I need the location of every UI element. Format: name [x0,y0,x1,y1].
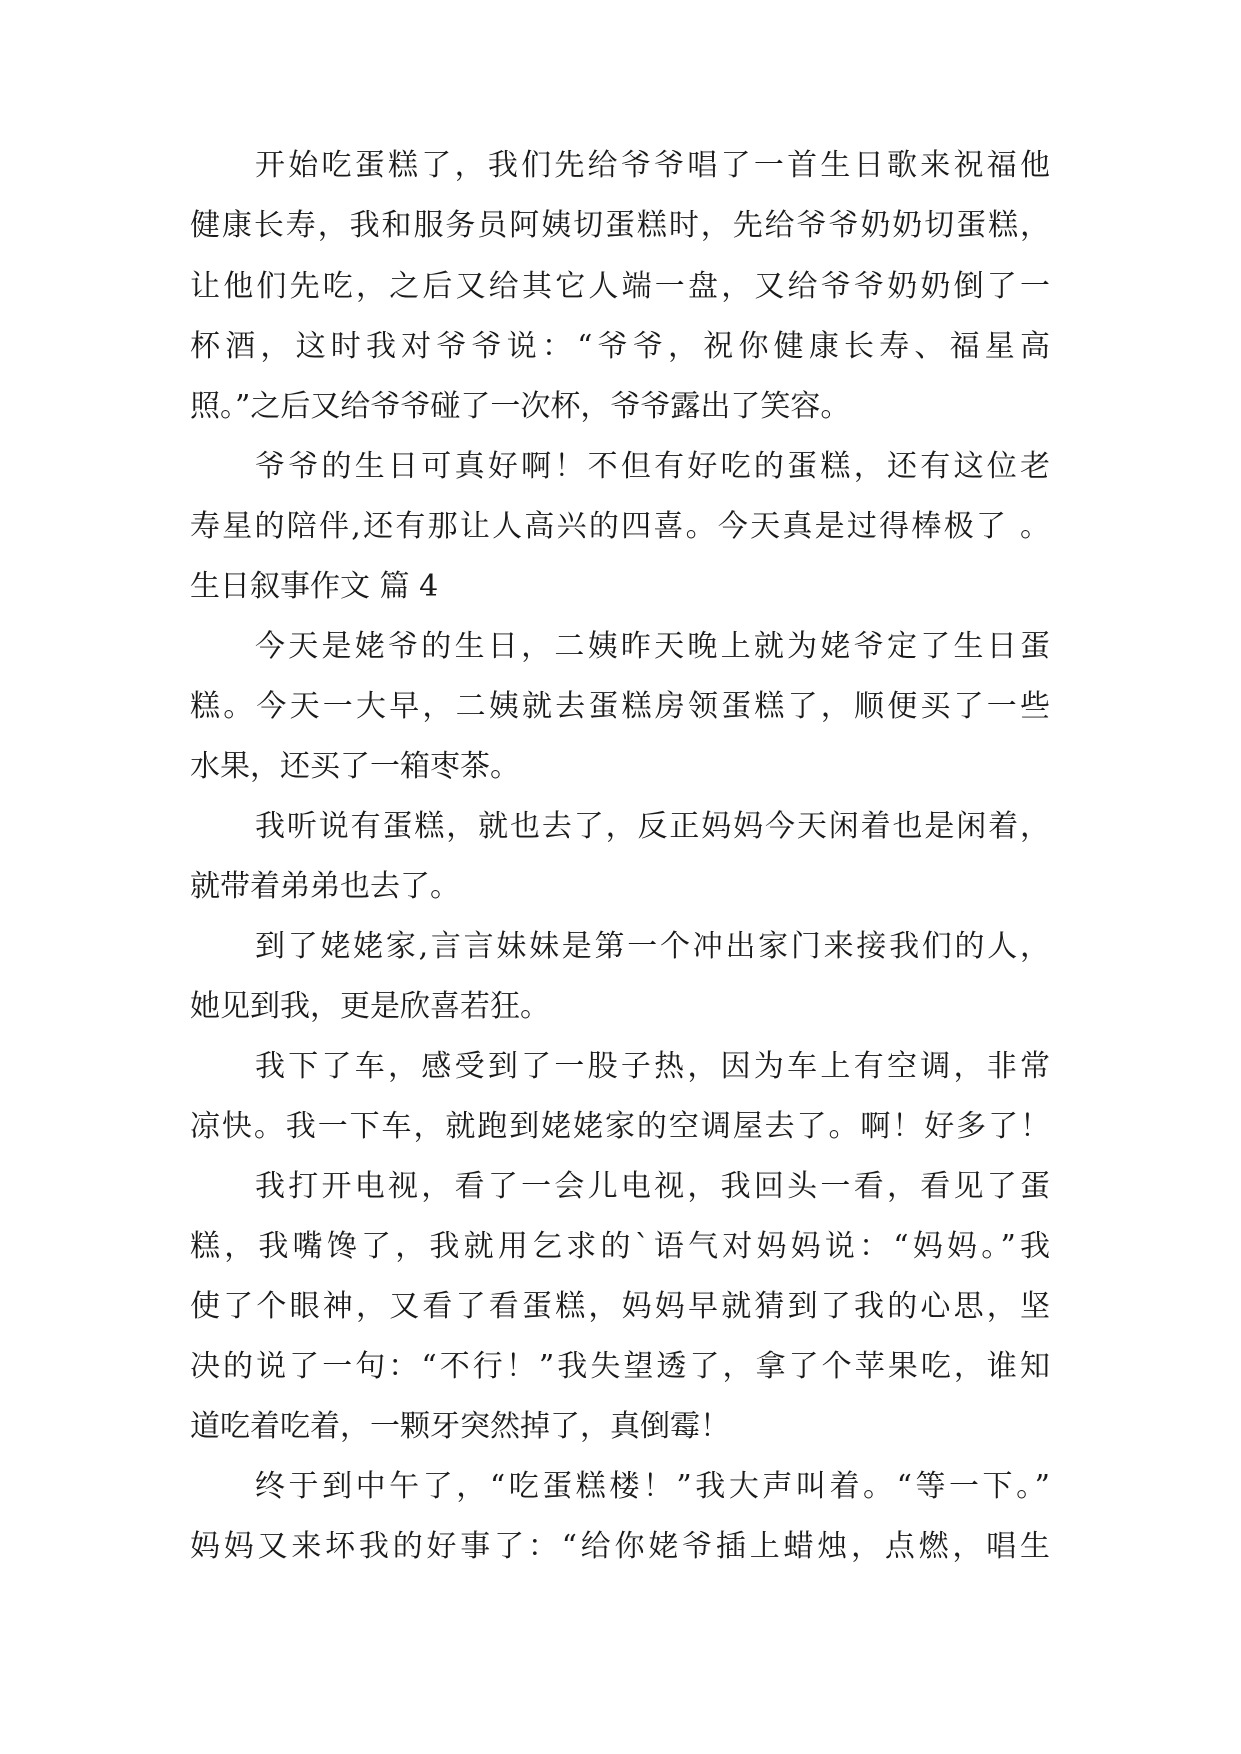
text-line: 让他们先吃，之后又给其它人端一盘，又给爷爷奶奶倒了一 [190,269,1050,304]
text-line: 决的说了一句：“不行！”我失望透了，拿了个苹果吃，谁知 [190,1349,1050,1384]
text-line: 我听说有蛋糕，就也去了，反正妈妈今天闲着也是闲着， [255,809,1050,844]
text-line: 寿星的陪伴,还有那让人高兴的四喜。今天真是过得棒极了 。 [190,509,1050,544]
text-line: 到了姥姥家,言言妹妹是第一个冲出家门来接我们的人， [255,929,1050,964]
text-line: 我下了车，感受到了一股子热，因为车上有空调，非常 [255,1049,1050,1084]
text-line: 杯酒，这时我对爷爷说：“爷爷，祝你健康长寿、福星高 [190,329,1050,364]
text-line: 糕，我嘴馋了，我就用乞求的`语气对妈妈说：“妈妈。”我 [190,1229,1050,1264]
text-line: 健康长寿，我和服务员阿姨切蛋糕时，先给爷爷奶奶切蛋糕， [190,208,1050,243]
text-line: 她见到我，更是欣喜若狂。 [190,989,550,1024]
text-line: 今天是姥爷的生日，二姨昨天晚上就为姥爷定了生日蛋 [255,629,1050,664]
section-heading: 生日叙事作文 篇 4 [190,569,439,604]
text-line: 凉快。我一下车，就跑到姥姥家的空调屋去了。啊！好多了！ [190,1109,1050,1144]
text-line: 水果，还买了一箱枣茶。 [190,749,520,784]
text-line: 开始吃蛋糕了，我们先给爷爷唱了一首生日歌来祝福他 [255,148,1050,183]
text-line: 糕。今天一大早，二姨就去蛋糕房领蛋糕了，顺便买了一些 [190,689,1050,724]
text-line: 我打开电视，看了一会儿电视，我回头一看，看见了蛋 [255,1169,1050,1204]
text-line: 妈妈又来坏我的好事了：“给你姥爷插上蜡烛，点燃，唱生 [190,1529,1050,1564]
text-line: 爷爷的生日可真好啊！不但有好吃的蛋糕，还有这位老 [255,449,1050,484]
text-line: 终于到中午了，“吃蛋糕楼！”我大声叫着。“等一下。” [255,1469,1050,1504]
text-line: 使了个眼神，又看了看蛋糕，妈妈早就猜到了我的心思，坚 [190,1289,1050,1324]
text-line: 就带着弟弟也去了。 [190,869,460,904]
text-line: 照。”之后又给爷爷碰了一次杯，爷爷露出了笑容。 [190,389,851,424]
text-line: 道吃着吃着，一颗牙突然掉了，真倒霉！ [190,1409,730,1444]
